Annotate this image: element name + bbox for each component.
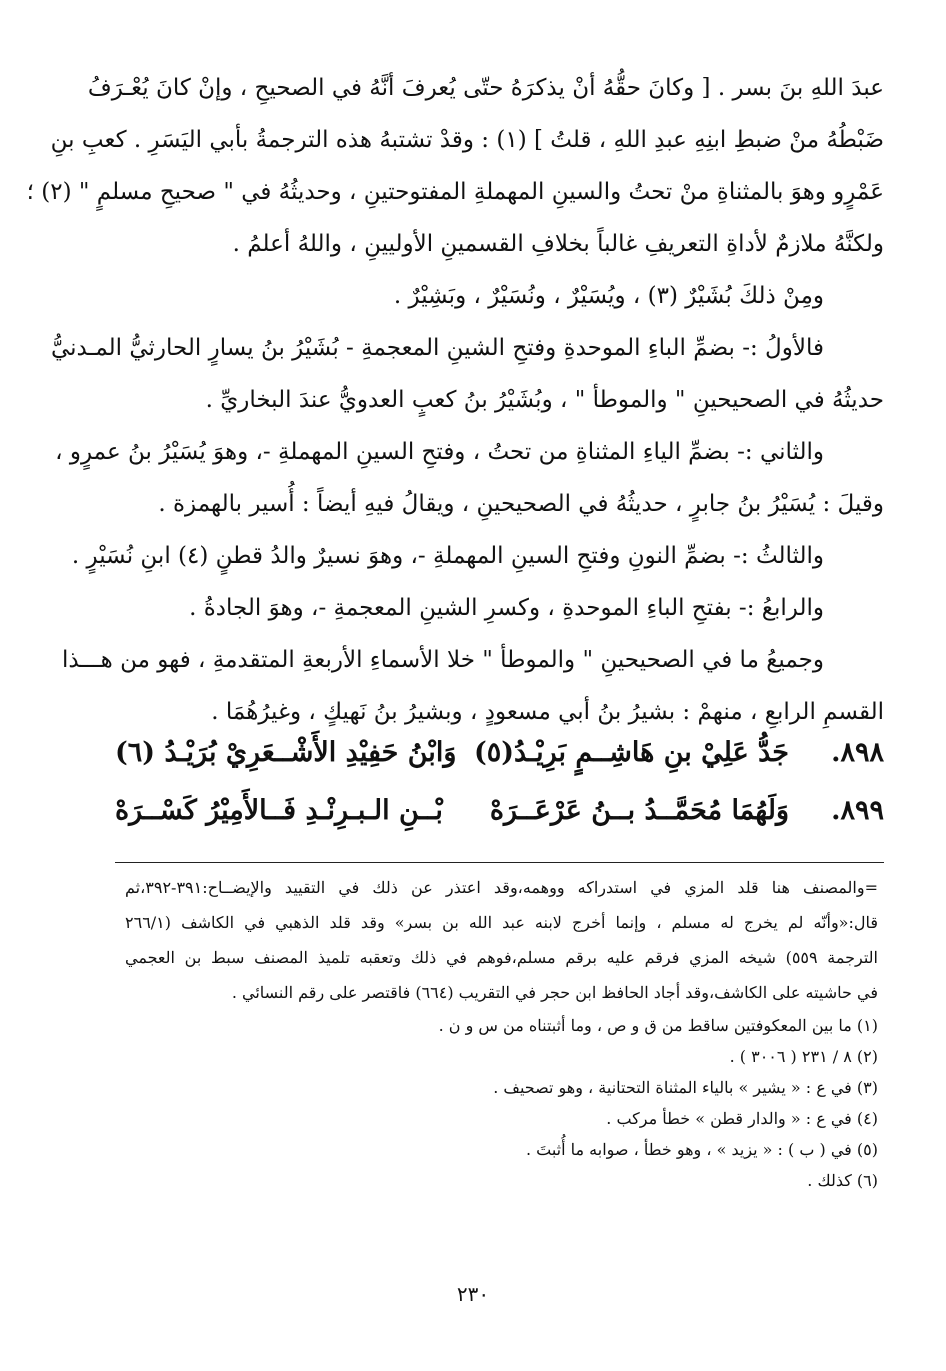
footnote-continuation-line: قال:«وأنّه لم يخرج له مسلم ، وإنما أخرج لابنه عبد الله بن بسر» وقد قلد الذهبي في الكاشف (٢٦٦/١ [125, 913, 878, 932]
verse-first-hemistich: جَدُّ عَلِيْ بنِ هَاشِــمٍ بَرِيْـدُ(٥) [473, 737, 789, 768]
main-line-11: والرابعُ :- بفتحِ الباءِ الموحدةِ ، وكسرِ الشينِ المعجمةِ -، وهوَ الجادةُ . [189, 595, 824, 621]
main-line-9: وقيلَ : يُسَيْرُ بنُ جابرٍ ، حديثُهُ في الصحيحينِ ، ويقالُ فيهِ أيضاً : أُسير بالهمزة . [158, 491, 884, 517]
main-line-10: والثالثُ :- بضمِّ النونِ وفتحِ السينِ المهملةِ -، وهوَ نسيرٌ والدُ قطنٍ (٤) ابنِ نُسَيْرٍ . [71, 543, 824, 569]
main-line-13: القسمِ الرابعِ ، منهمْ : بشيرُ بنُ أبي مسعودٍ ، وبشيرُ بنُ نَهيكٍ ، وغيرُهُمَا . [211, 699, 884, 725]
footnote-separator [115, 862, 884, 863]
footnote-2: (٢) ٨ / ٢٣١ ( ٣٠٠٦ ) . [729, 1047, 878, 1066]
verse-898 [115, 724, 884, 782]
main-line-4: ولكنَّهُ ملازمٌ لأداةِ التعريفِ غالباً بخلافِ القسمينِ الأوليينِ ، واللهُ أعلمُ . [232, 231, 884, 257]
page-number: ٢٣٠ [456, 1282, 490, 1306]
footnote-continuation-line: الترجمة ٥٥٩) شيخه المزي فرقم عليه برقم مسلم،فوهم في ذلك وتعقبه تلميذ المصنف سبط بن العجمي [125, 948, 879, 967]
footnote-5: (٥) في ( ب ) : « يزيد » ، وهو خطأ ، صوابه ما أُثبتَ . [525, 1140, 878, 1159]
main-line-1: عبدَ اللهِ بنَ بسر . [ وكانَ حقُّهُ أنْ يذكرَهُ حتّى يُعرفَ أنَّهُ في الصحيحِ ، وإنْ كانَ يُعْـرَفُ [87, 75, 884, 101]
footnote-6: (٦) كذلك . [807, 1171, 878, 1190]
verse-second-hemistich: بْــنِ الـبـرِنْـدِ فَــالأَمِيْرُ كَسْــرَهْ [115, 795, 443, 826]
verse-first-hemistich: وَلَهُمَا مُحَمَّــدُ بــنُ عَرْعَــرَهْ [489, 795, 789, 826]
main-line-3: عَمْرٍو وهوَ بالمثناةِ منْ تحتُ والسينِ المهملةِ المفتوحتينِ ، وحديثُهُ في " صحيحِ مسلمٍ " (٢) ؛ [26, 179, 884, 205]
footnote-3: (٣) في ع : « يشير » بالياء المثناة التحتانية ، وهو تصحيف . [493, 1078, 878, 1097]
footnote-continuation-line: في حاشيته على الكاشف،وقد أجاد الحافظ ابن حجر في التقريب (٦٦٤) فاقتصر على رقم النسائي . [231, 983, 878, 1002]
verse-number: ٨٩٩. [831, 795, 884, 826]
main-line-6: فالأولُ :- بضمِّ الباءِ الموحدةِ وفتحِ الشينِ المعجمةِ - بُشَيْرُ بنُ يسارٍ الحارثيُّ المـدنيُّ [50, 335, 824, 361]
main-line-7: حديثُهُ في الصحيحينِ " والموطأ " ، وبُشَيْرُ بنُ كعبٍ العدويُّ عندَ البخاريِّ . [205, 387, 884, 413]
footnote-continuation-line: =والمصنف هنا قلد المزي في استدراكه ووهمه،وقد اعتذر عن ذلك في التقييد والإيضــاح:٣٩١-٣٩٢،ثم [125, 878, 878, 897]
main-line-12: وجميعُ ما في الصحيحينِ " والموطأ " خلا الأسماءِ الأربعةِ المتقدمةِ ، فهو من هـــذا [61, 647, 824, 673]
footnote-1: (١) ما بين المعكوفتين ساقط من ق و ص ، وما أثبتناه من س و ن . [438, 1016, 878, 1035]
verse-899 [115, 782, 884, 840]
main-line-8: والثاني :- بضمِّ الياءِ المثناةِ من تحتُ ، وفتحِ السينِ المهملةِ -، وهوَ يُسَيْرُ بنُ عمرٍو ، [55, 439, 824, 465]
main-line-2: ضَبْطُهُ منْ ضبطِ ابنِهِ عبدِ اللهِ ، قلتُ ] (١) : وقدْ تشتبهُ هذه الترجمةُ بأبي اليَسَرِ . كعبِ بنِ [50, 127, 884, 153]
footnotes [125, 870, 878, 1196]
verse-number: ٨٩٨. [831, 737, 884, 768]
verse-second-hemistich: وَابْنُ حَفِيْدِ الأَشْــعَرِيْ بُرَيْـدُ (٦) [115, 737, 457, 768]
main-line-5: ومِنْ ذلكَ بُشَيْرٌ (٣) ، ويُسَيْرٌ ، ونُسَيْرٌ ، وبَشِيْرٌ . [393, 283, 824, 309]
footnote-4: (٤) في ع : « والدار قطن » خطأ مركب . [606, 1109, 878, 1128]
main-text [26, 62, 884, 738]
